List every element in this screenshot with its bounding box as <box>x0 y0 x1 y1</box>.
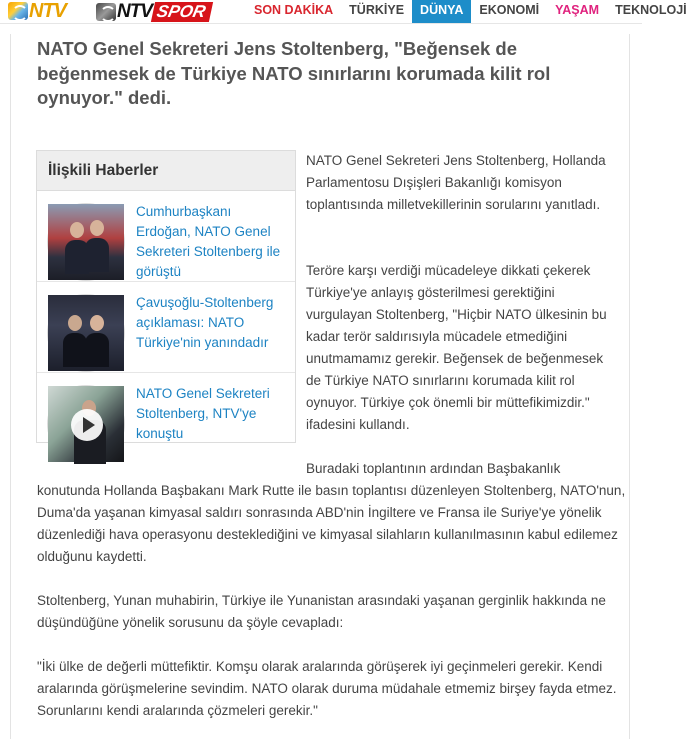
article-quote: "İki ülke de değerli müttefiktir. Komşu olarak aralarında görüşerek iyi geçinmeleri gerekir. Kendi aralarında görüşmelerine sevindim. NATO olarak duruma müdahale etmemiz birşey fayda etmez. Sorunlarını kendi aralarında çözmeleri gerekir." <box>37 659 617 718</box>
ntvspor-logo-icon <box>96 3 116 21</box>
related-news-thumbnail[interactable] <box>47 203 125 281</box>
play-video-icon[interactable] <box>71 409 103 441</box>
related-news-link[interactable]: Çavuşoğlu-Stoltenberg açıklaması: NATO Türkiye'nin yanındadır <box>136 295 274 350</box>
related-news-item[interactable] <box>37 282 295 373</box>
ntv-logo-icon <box>8 2 28 20</box>
related-news-box <box>36 150 296 443</box>
article-paragraph <box>37 458 627 568</box>
article-paragraph: Stoltenberg, Yunan muhabirin, Türkiye ile Yunanistan arasındaki yaşanan gerginlik hakkında ne düşündüğüne yönelik sorusunu da şöyle cevapladı: <box>37 593 606 630</box>
article-paragraph: NATO Genel Sekreteri Jens Stoltenberg, Hollanda Parlamentosu Dışişleri Bakanlığı komisyon toplantısında milletvekillerinin sorularını yanıtladı. <box>306 153 606 212</box>
top-navigation-bar <box>0 0 687 24</box>
ntvspor-logo[interactable] <box>96 1 211 22</box>
article-paragraph: Teröre karşı verdiği mücadeleye dikkati çekerek Türkiye'ye anlayış gösterilmesi gerektiğini vurgulayan Stoltenberg, "Hiçbir NATO ülkesinin bu kadar terör saldırısıyla mücadele etmediğini unutmamamız gerekir. Beğensek de beğenmesek de Türkiye NATO sınırlarını korumada kilit rol oynuyor. Türkiye çok önemli bir müttefikimizdir." ifadesini kullandı. <box>306 263 607 432</box>
nav-ekonomi[interactable]: EKONOMİ <box>479 3 540 17</box>
related-news-heading: İlişkili Haberler <box>37 151 295 191</box>
ntv-logo-text: NTV <box>29 0 66 22</box>
related-news-item[interactable] <box>37 191 295 282</box>
article-paragraph-rest: konutunda Hollanda Başbakanı Mark Rutte ile basın toplantısı düzenleyen Stoltenberg, NATO'nun, Duma'da yaşanan kimyasal saldırı sonrasında ABD'nin İngiltere ve Fransa ile Suriye'ye yönelik düzenlediği hava operasyonu desteklediğini ve kimyasal silahların kullanılmasının kabul edilemez olduğunu kaydetti. <box>37 483 626 564</box>
article-title: NATO Genel Sekreteri Jens Stoltenberg, "Beğensek de beğenmesek de Türkiye NATO sınırlarını korumada kilit rol oynuyor." dedi. <box>37 38 551 108</box>
article-paragraph-lead: Buradaki toplantının ardından Başbakanlık <box>306 461 561 476</box>
related-news-thumbnail[interactable] <box>47 294 125 372</box>
nav-yasam[interactable]: YAŞAM <box>555 3 600 17</box>
nav-dunya[interactable]: DÜNYA <box>412 0 471 23</box>
ntvspor-logo-suffix: SPOR <box>151 2 213 22</box>
nav-teknoloji[interactable]: TEKNOLOJİ <box>615 3 687 17</box>
nav-turkiye[interactable]: TÜRKİYE <box>349 3 405 17</box>
ntvspor-logo-text: NTV <box>117 0 152 22</box>
related-news-item[interactable] <box>37 373 295 463</box>
related-news-thumbnail[interactable] <box>47 385 125 463</box>
ntv-logo[interactable] <box>8 1 66 21</box>
related-news-link[interactable]: Cumhurbaşkanı Erdoğan, NATO Genel Sekreteri Stoltenberg ile görüştü <box>136 204 281 279</box>
related-news-link[interactable]: NATO Genel Sekreteri Stoltenberg, NTV'ye konuştu <box>136 386 270 441</box>
nav-son-dakika[interactable]: SON DAKİKA <box>254 3 334 17</box>
main-nav <box>246 0 687 23</box>
